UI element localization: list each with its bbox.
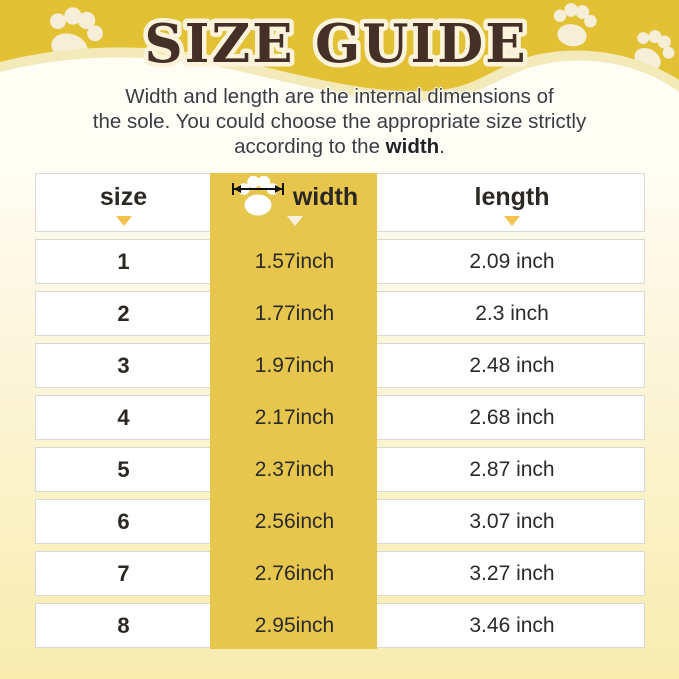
size-table	[35, 173, 645, 655]
cell-length: 3.07 inch	[469, 509, 555, 533]
triangle-down-icon	[504, 216, 520, 226]
cell-length: 3.46 inch	[469, 613, 555, 637]
cell-length: 2.09 inch	[469, 249, 555, 273]
cell-width: 2.76inch	[254, 561, 335, 585]
description-width-emphasis: width	[385, 135, 440, 158]
cell-length: 2.3 inch	[475, 301, 549, 325]
description-text	[0, 84, 679, 159]
cell-size: 4	[117, 404, 130, 430]
size-column-label: size	[99, 183, 148, 211]
triangle-down-icon	[287, 216, 303, 226]
header-cell-length	[378, 174, 646, 231]
table-row	[35, 343, 645, 388]
table-row	[35, 603, 645, 648]
description-line-3-prefix: according to the	[234, 135, 386, 158]
length-column-label: length	[474, 183, 550, 211]
table-row	[35, 551, 645, 596]
description-line-2: the sole. You could choose the appropriate size strictly	[92, 110, 587, 133]
table-row	[35, 499, 645, 544]
cell-width: 2.95inch	[254, 613, 335, 637]
cell-width: 1.57inch	[254, 249, 335, 273]
cell-size: 3	[117, 352, 130, 378]
table-row	[35, 447, 645, 492]
triangle-down-icon	[116, 216, 132, 226]
table-row	[35, 291, 645, 336]
table-header-row	[35, 173, 645, 232]
cell-length: 3.27 inch	[469, 561, 555, 585]
cell-size: 7	[117, 560, 130, 586]
table-row	[35, 395, 645, 440]
description-line-3-suffix: .	[439, 135, 445, 158]
cell-size: 2	[117, 300, 130, 326]
cell-size: 5	[117, 456, 130, 482]
header-cell-size	[36, 174, 211, 231]
paw-width-measure-icon	[231, 173, 285, 219]
cell-size: 1	[117, 248, 130, 274]
cell-length: 2.68 inch	[469, 405, 555, 429]
description-line-1: Width and length are the internal dimensions of	[125, 85, 554, 108]
cell-length: 2.87 inch	[469, 457, 555, 481]
cell-width: 2.56inch	[254, 509, 335, 533]
cell-size: 6	[117, 508, 130, 534]
page-title: SIZE GUIDE	[144, 13, 528, 75]
header-cell-width	[211, 174, 378, 231]
description-line-3	[0, 134, 679, 159]
cell-width: 1.97inch	[254, 353, 335, 377]
cell-size: 8	[117, 612, 130, 638]
cell-width: 2.17inch	[254, 405, 335, 429]
width-column-label: width	[292, 183, 359, 211]
cell-length: 2.48 inch	[469, 353, 555, 377]
cell-width: 1.77inch	[254, 301, 335, 325]
table-row	[35, 239, 645, 284]
cell-width: 2.37inch	[254, 457, 335, 481]
